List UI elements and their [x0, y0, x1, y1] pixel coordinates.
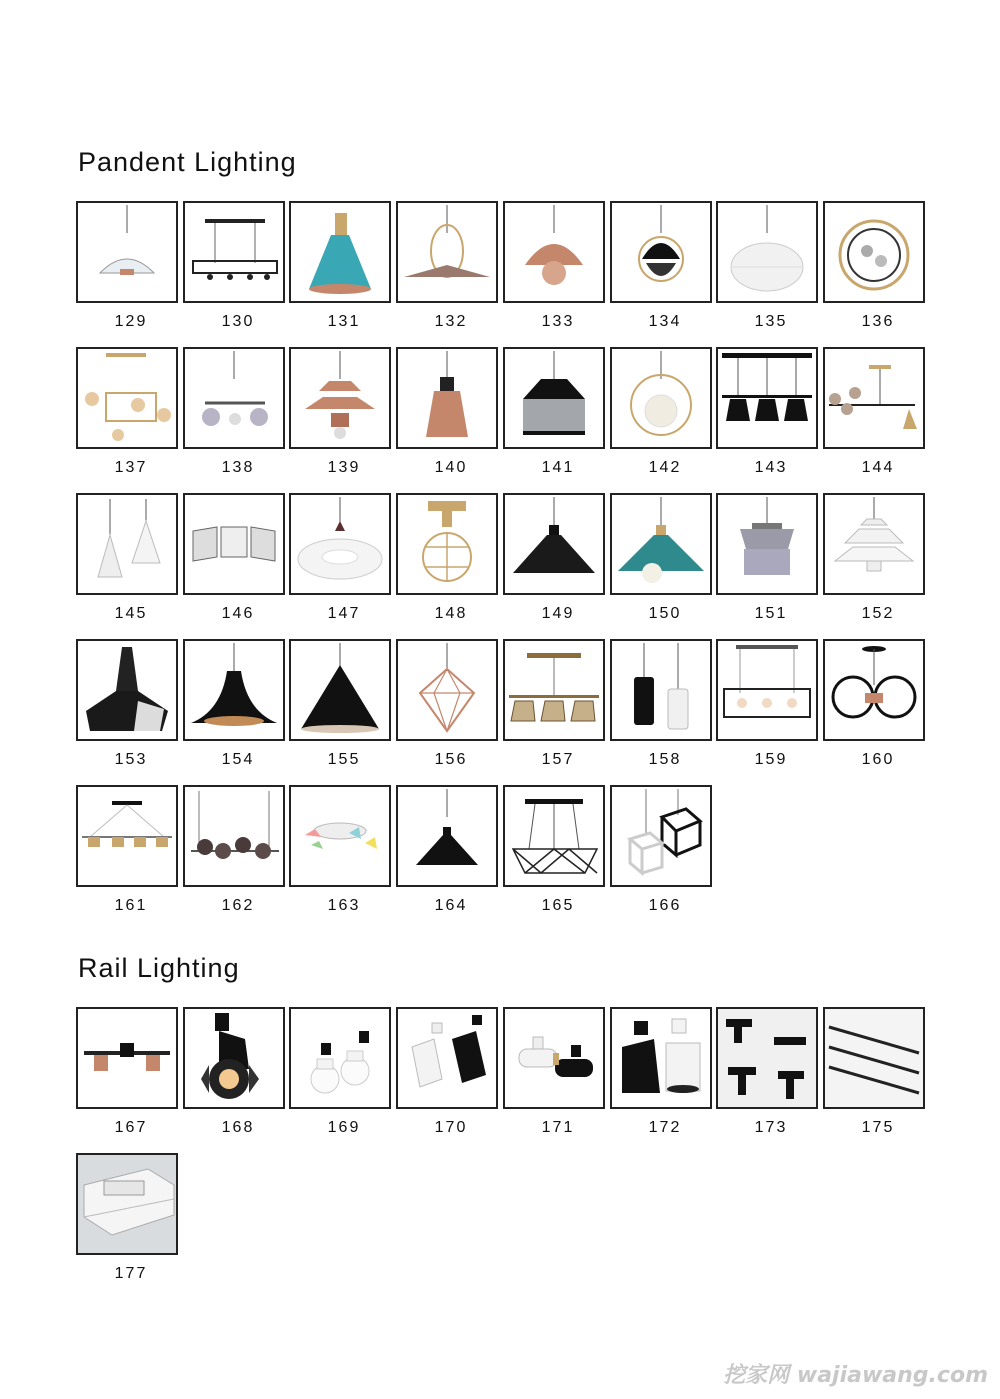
branch-chandelier-icon: [183, 347, 285, 449]
multi-shade-pendant-black-icon: [610, 201, 712, 303]
product-number: 141: [541, 459, 575, 476]
product-tile: [503, 1007, 605, 1136]
product-tile: [183, 201, 285, 330]
product-number: 175: [861, 1119, 895, 1136]
ring-globe-pendant-gold-icon: [610, 347, 712, 449]
product-number: 147: [327, 605, 361, 622]
product-number: 171: [541, 1119, 575, 1136]
geometric-box-pendant-icon: [183, 493, 285, 595]
product-number: 138: [221, 459, 255, 476]
product-number: 135: [754, 313, 788, 330]
stage-spot-rail-icon: [183, 1007, 285, 1109]
product-tile: [396, 639, 498, 768]
product-number: 177: [114, 1265, 148, 1282]
triple-cone-bar-icon: [716, 347, 818, 449]
product-tile: [610, 1007, 712, 1136]
section-title-pendant: Pandent Lighting: [78, 147, 297, 177]
double-cone-pendant-icon: [76, 493, 178, 595]
product-tile: [183, 1007, 285, 1136]
product-tile: [396, 493, 498, 622]
frame-globe-chandelier-icon: [76, 347, 178, 449]
bell-pendant-teal-icon: [289, 201, 391, 303]
product-tile: [823, 201, 925, 330]
product-tile: [716, 493, 818, 622]
product-tile: [76, 639, 178, 768]
product-tile: [76, 785, 178, 914]
product-number: 143: [754, 459, 788, 476]
product-number: 154: [221, 751, 255, 768]
product-tile: [289, 785, 391, 914]
product-number: 162: [221, 897, 255, 914]
product-tile: [716, 639, 818, 768]
product-tile: [610, 201, 712, 330]
product-tile: [76, 1007, 178, 1136]
product-number: 151: [754, 605, 788, 622]
bulb-spot-rail-icon: [289, 1007, 391, 1109]
product-number: 150: [648, 605, 682, 622]
rectangle-frame-pendant-icon: [716, 639, 818, 741]
product-tile: [76, 493, 178, 622]
rail-tracks-icon: [823, 1007, 925, 1109]
product-number: 149: [541, 605, 575, 622]
product-tile: [503, 493, 605, 622]
product-number: 131: [327, 313, 361, 330]
product-tile: [76, 1153, 178, 1282]
product-number: 130: [221, 313, 255, 330]
product-number: 146: [221, 605, 255, 622]
rail-connectors-icon: [716, 1007, 818, 1109]
cone-pendant-black-icon: [289, 639, 391, 741]
product-number: 142: [648, 459, 682, 476]
product-number: 153: [114, 751, 148, 768]
star-cage-bar-icon: [503, 785, 605, 887]
product-tile: [396, 1007, 498, 1136]
bird-ceiling-light-icon: [289, 785, 391, 887]
barn-pendant-teal-icon: [610, 493, 712, 595]
product-tile: [716, 201, 818, 330]
twin-spot-rail-icon: [76, 1007, 178, 1109]
product-number: 158: [648, 751, 682, 768]
product-tile: [289, 639, 391, 768]
product-tile: [183, 347, 285, 476]
product-tile: [610, 493, 712, 622]
product-tile: [823, 493, 925, 622]
product-tile: [503, 347, 605, 476]
product-number: 129: [114, 313, 148, 330]
product-number: 137: [114, 459, 148, 476]
linear-cylinder-pendant-icon: [76, 785, 178, 887]
product-number: 140: [434, 459, 468, 476]
product-tile: [396, 347, 498, 476]
product-tile: [716, 1007, 818, 1136]
wheel-chandelier-icon: [823, 639, 925, 741]
product-number: 173: [754, 1119, 788, 1136]
linear-globe-cone-icon: [823, 347, 925, 449]
product-tile: [823, 1007, 925, 1136]
watermark: 挖家网 wajiawang.com: [723, 1363, 988, 1388]
cube-cage-pendant-icon: [610, 785, 712, 887]
product-number: 148: [434, 605, 468, 622]
product-number: 170: [434, 1119, 468, 1136]
product-tile: [289, 201, 391, 330]
product-tile: [503, 785, 605, 914]
bubble-bar-pendant-icon: [183, 785, 285, 887]
section-title-rail: Rail Lighting: [78, 953, 240, 983]
product-number: 155: [327, 751, 361, 768]
product-tile: [76, 201, 178, 330]
cone-pendant-small-icon: [396, 785, 498, 887]
copper-dome-pendant-icon: [503, 201, 605, 303]
wire-cage-pendant-icon: [396, 201, 498, 303]
product-number: 163: [327, 897, 361, 914]
tube-spot-rail-icon: [503, 1007, 605, 1109]
product-number: 159: [754, 751, 788, 768]
can-spot-rail-icon: [610, 1007, 712, 1109]
product-number: 157: [541, 751, 575, 768]
product-number: 144: [861, 459, 895, 476]
product-number: 169: [327, 1119, 361, 1136]
lantern-bar-pendant-icon: [503, 639, 605, 741]
product-tile: [610, 347, 712, 476]
product-number: 136: [861, 313, 895, 330]
glass-drum-pendant-icon: [503, 347, 605, 449]
product-tile: [503, 201, 605, 330]
product-tile: [183, 493, 285, 622]
product-tile: [823, 639, 925, 768]
product-number: 134: [648, 313, 682, 330]
product-tile: [183, 639, 285, 768]
cylinder-spot-rail-icon: [396, 1007, 498, 1109]
linear-bar-pendant-icon: [183, 201, 285, 303]
product-tile: [396, 785, 498, 914]
ring-globe-pendant-icon: [823, 201, 925, 303]
wide-dome-pendant-black-icon: [503, 493, 605, 595]
product-number: 172: [648, 1119, 682, 1136]
bottle-pendant-copper-icon: [396, 347, 498, 449]
product-tile: [503, 639, 605, 768]
cylinder-pair-pendant-icon: [610, 639, 712, 741]
product-number: 152: [861, 605, 895, 622]
product-number: 156: [434, 751, 468, 768]
dome-pendant-white-icon: [76, 201, 178, 303]
product-number: 132: [434, 313, 468, 330]
tiered-pendant-white-icon: [823, 493, 925, 595]
product-number: 168: [221, 1119, 255, 1136]
rail-track-closeup-icon: [76, 1153, 178, 1255]
product-tile: [716, 347, 818, 476]
cage-bulb-ceiling-icon: [396, 493, 498, 595]
product-number: 145: [114, 605, 148, 622]
product-tile: [823, 347, 925, 476]
product-tile: [76, 347, 178, 476]
lantern-pendant-white-icon: [716, 201, 818, 303]
faceted-pendant-black-icon: [76, 639, 178, 741]
product-number: 133: [541, 313, 575, 330]
product-tile: [289, 1007, 391, 1136]
product-tile: [610, 639, 712, 768]
layered-copper-pendant-icon: [289, 347, 391, 449]
trumpet-pendant-black-icon: [183, 639, 285, 741]
product-tile: [610, 785, 712, 914]
product-tile: [183, 785, 285, 914]
product-tile: [289, 493, 391, 622]
product-number: 160: [861, 751, 895, 768]
product-tile: [396, 201, 498, 330]
product-number: 139: [327, 459, 361, 476]
diamond-cage-pendant-icon: [396, 639, 498, 741]
product-tile: [289, 347, 391, 476]
ring-pendant-white-icon: [289, 493, 391, 595]
product-number: 166: [648, 897, 682, 914]
product-number: 161: [114, 897, 148, 914]
product-number: 165: [541, 897, 575, 914]
product-number: 164: [434, 897, 468, 914]
product-number: 167: [114, 1119, 148, 1136]
tiered-pendant-grey-icon: [716, 493, 818, 595]
